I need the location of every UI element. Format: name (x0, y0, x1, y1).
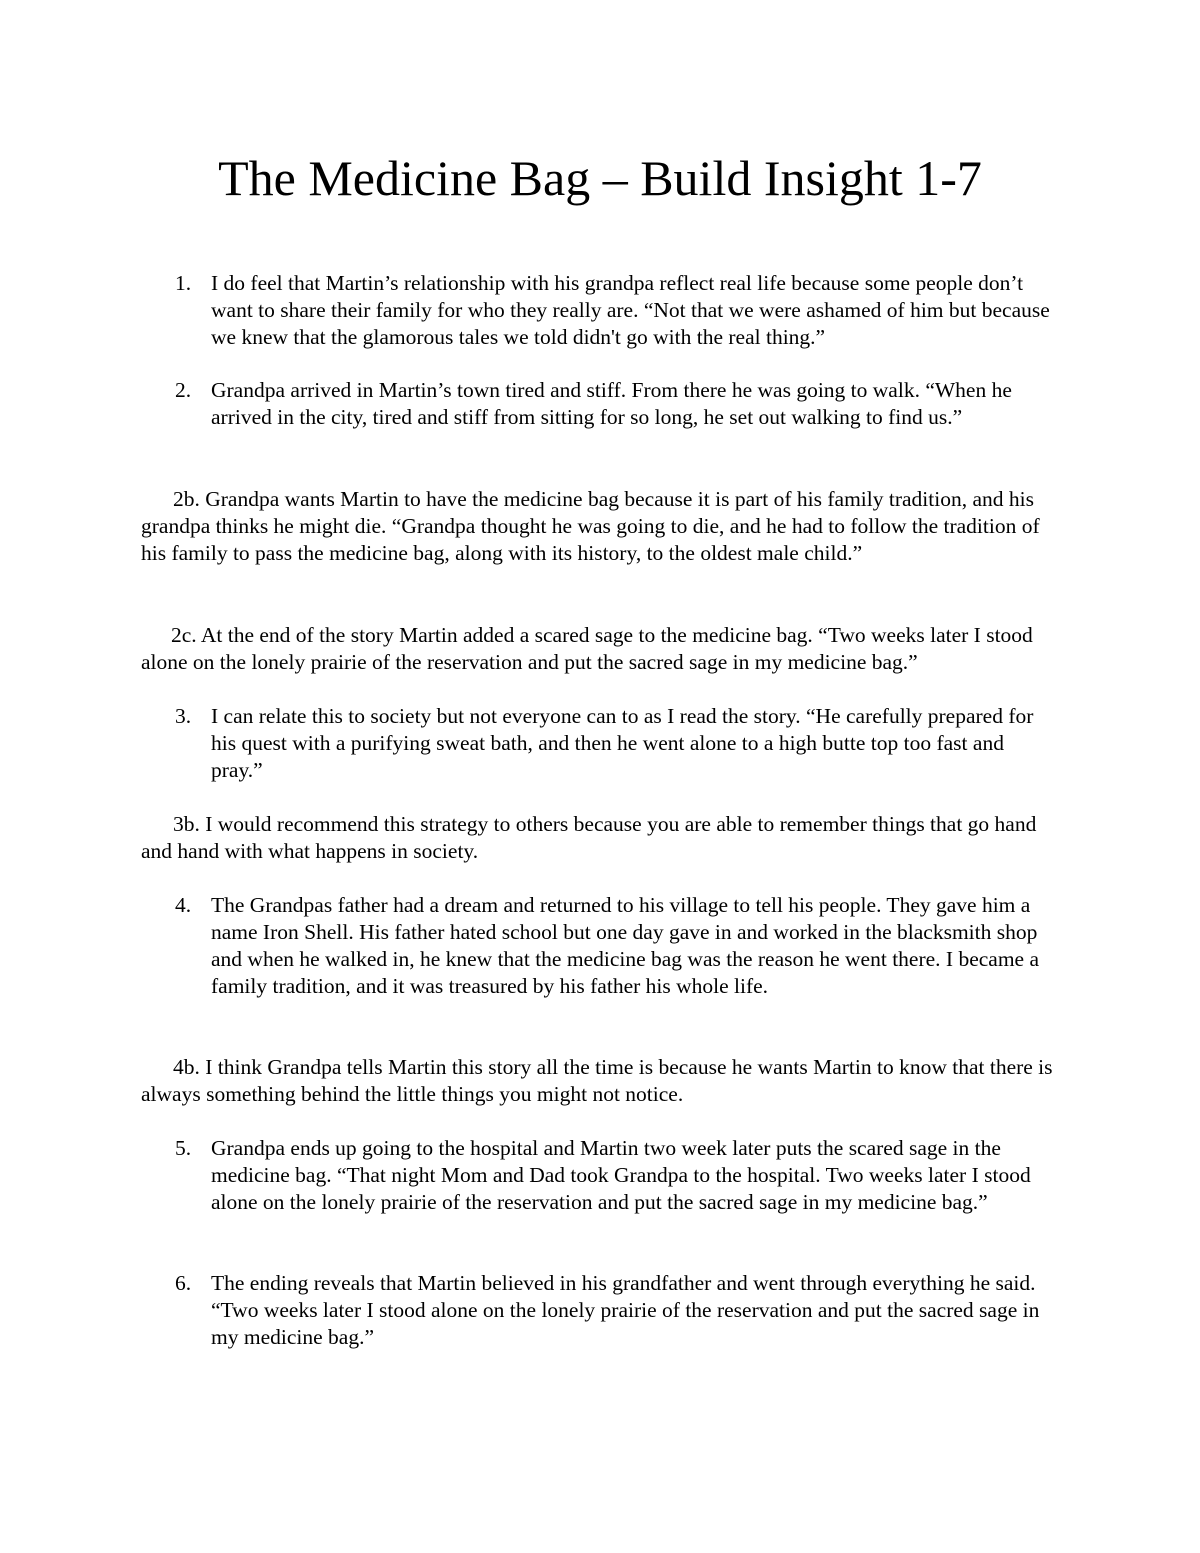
page-title: The Medicine Bag – Build Insight 1-7 (218, 150, 982, 206)
answer-number: 6. (175, 1271, 192, 1295)
answer-4b (141, 1054, 1061, 1108)
answer-text: I can relate this to society but not everyone can to as I read the story. “He carefully prepared for his quest with a purifying sweat bath, and then he went alone to a high butte top too fast and pray.” (211, 704, 1034, 782)
answer-text: Grandpa ends up going to the hospital and Martin two week later puts the scared sage in the medicine bag. “That night Mom and Dad took Grandpa to the hospital. Two weeks later I stood alone on the lonely prairie of the reservation and put the sacred sage in my medicine bag.” (211, 1136, 1031, 1214)
answer-2b (141, 486, 1061, 567)
answer-text: 2c. At the end of the story Martin added a scared sage to the medicine bag. “Two weeks later I stood alone on the lonely prairie of the reservation and put the sacred sage in my medicine bag.” (141, 623, 1033, 674)
answer-number: 5. (175, 1136, 192, 1160)
answer-number: 3. (175, 704, 192, 728)
answer-2c (141, 622, 1061, 676)
answer-number: 2. (175, 378, 192, 402)
answer-3b (141, 811, 1061, 865)
answer-text: The ending reveals that Martin believed in his grandfather and went through everything he said. “Two weeks later I stood alone on the lonely prairie of the reservation and put the sacred sage in my medicine bag.” (211, 1271, 1040, 1349)
answer-number: 4. (175, 893, 192, 917)
answer-text: I do feel that Martin’s relationship with his grandpa reflect real life because some people don’t want to share their family for who they really are. “Not that we were ashamed of him but because we knew that the glamorous tales we told didn't go with the real thing.” (211, 271, 1050, 349)
answer-text: Grandpa arrived in Martin’s town tired and stiff. From there he was going to walk. “When he arrived in the city, tired and stiff from sitting for so long, he set out walking to find us.” (211, 378, 1012, 429)
answer-number: 1. (175, 271, 192, 295)
answer-text: 3b. I would recommend this strategy to others because you are able to remember things that go hand and hand with what happens in society. (141, 812, 1037, 863)
answer-text: 2b. Grandpa wants Martin to have the medicine bag because it is part of his family tradition, and his grandpa thinks he might die. “Grandpa thought he was going to die, and he had to follow the tradition of his family to pass the medicine bag, along with its history, to the oldest male child.” (141, 487, 1040, 565)
answer-text: 4b. I think Grandpa tells Martin this story all the time is because he wants Martin to know that there is always something behind the little things you might not notice. (141, 1055, 1053, 1106)
answer-text: The Grandpas father had a dream and returned to his village to tell his people. They gave him a name Iron Shell. His father hated school but one day gave in and worked in the blacksmith shop and when he walked in, he knew that the medicine bag was the reason he went there. I became a family tradition, and it was treasured by his father his whole life. (211, 893, 1040, 998)
